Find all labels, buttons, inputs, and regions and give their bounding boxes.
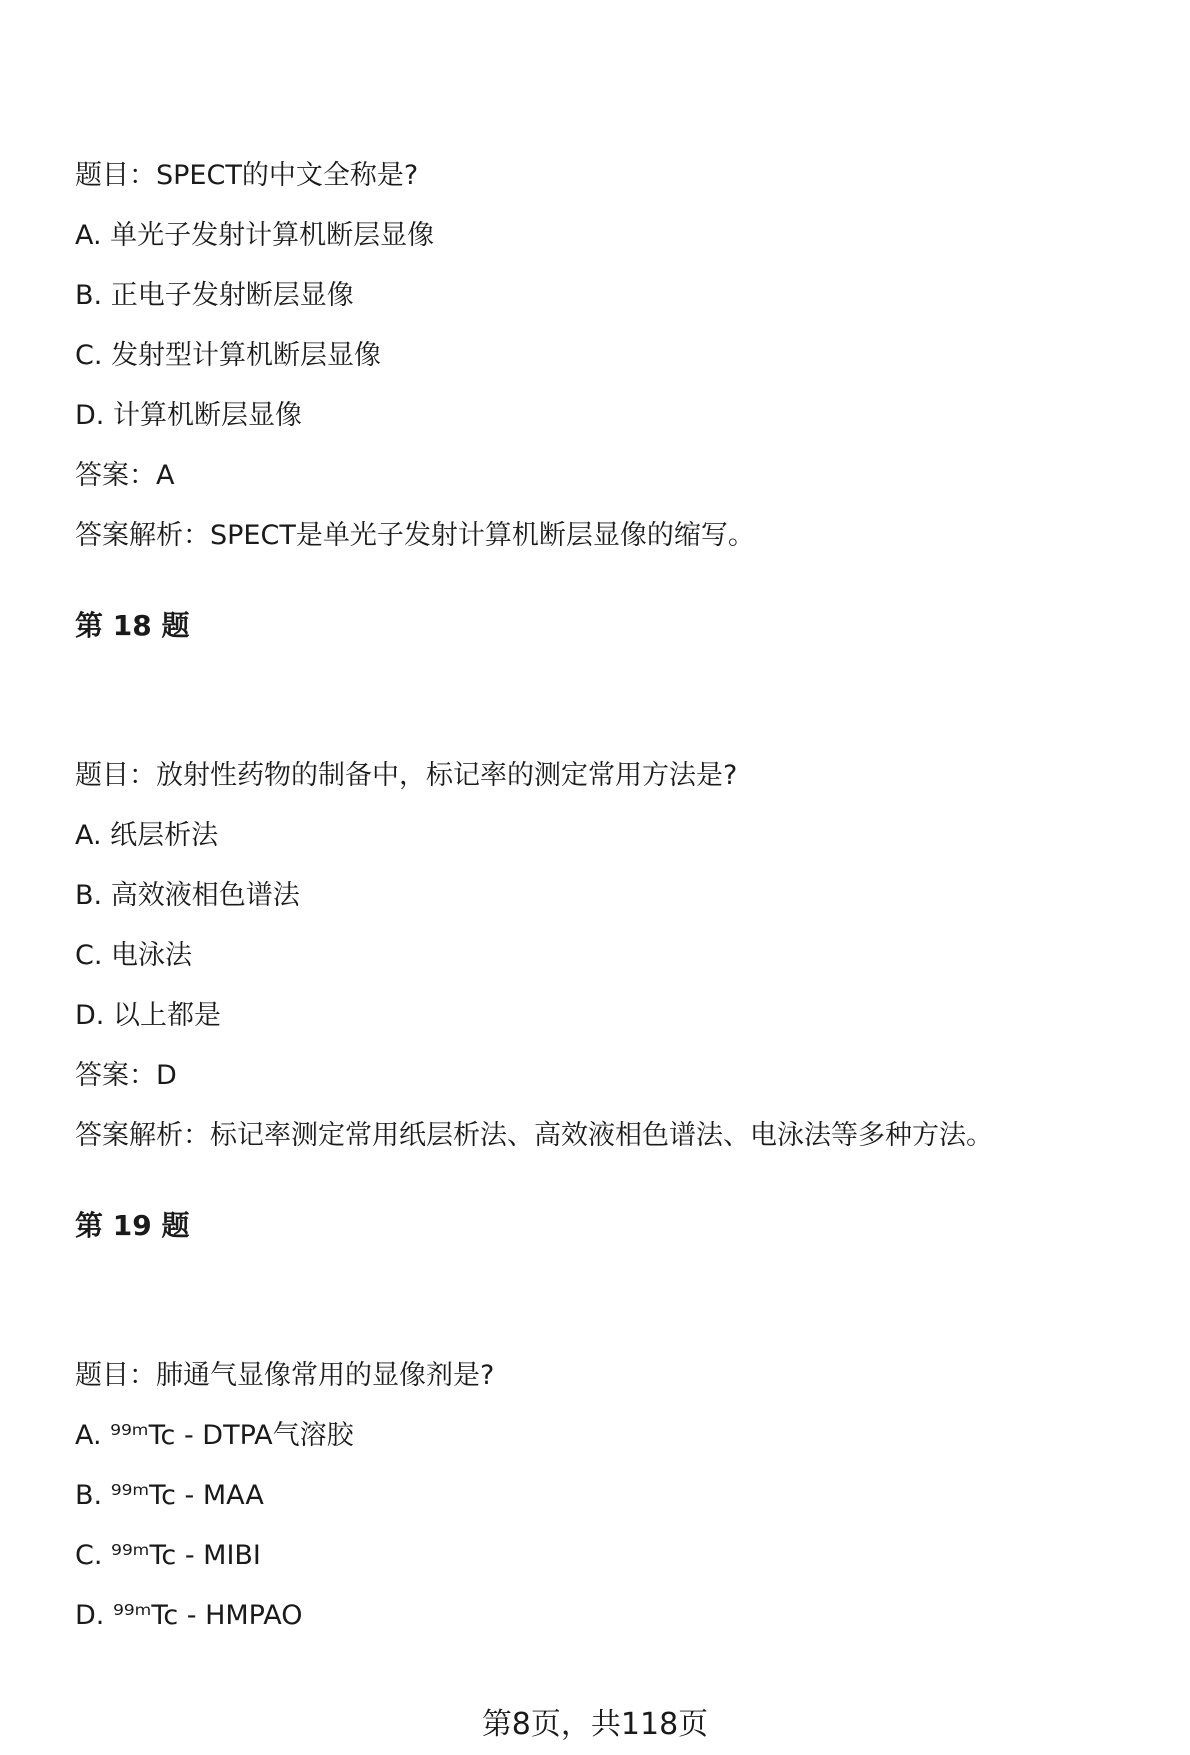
answer-analysis: 答案解析：SPECT是单光子发射计算机断层显像的缩写。 (75, 520, 755, 551)
answer-analysis: 答案解析：标记率测定常用纸层析法、高效液相色谱法、电泳法等多种方法。 (75, 1120, 993, 1151)
option-a: A. ⁹⁹ᵐTc - DTPA气溶胶 (75, 1420, 354, 1451)
option-c: C. ⁹⁹ᵐTc - MIBI (75, 1540, 261, 1571)
option-d: D. 计算机断层显像 (75, 400, 302, 431)
option-b: B. 正电子发射断层显像 (75, 280, 354, 311)
page-footer: 第8页，共118页 (481, 1707, 709, 1742)
question-text: 题目：放射性药物的制备中，标记率的测定常用方法是? (75, 760, 738, 791)
question-heading: 第 18 题 (75, 609, 190, 642)
option-b: B. ⁹⁹ᵐTc - MAA (75, 1480, 264, 1511)
option-d: D. ⁹⁹ᵐTc - HMPAO (75, 1600, 303, 1631)
question-heading: 第 19 题 (75, 1209, 190, 1242)
option-a: A. 纸层析法 (75, 820, 219, 851)
answer: 答案：A (75, 460, 175, 491)
option-c: C. 电泳法 (75, 940, 193, 971)
option-d: D. 以上都是 (75, 1000, 221, 1031)
question-text: 题目：SPECT的中文全称是? (75, 160, 419, 191)
option-c: C. 发射型计算机断层显像 (75, 340, 382, 371)
answer: 答案：D (75, 1060, 177, 1091)
question-text: 题目：肺通气显像常用的显像剂是? (75, 1360, 495, 1391)
option-a: A. 单光子发射计算机断层显像 (75, 220, 435, 251)
option-b: B. 高效液相色谱法 (75, 880, 300, 911)
